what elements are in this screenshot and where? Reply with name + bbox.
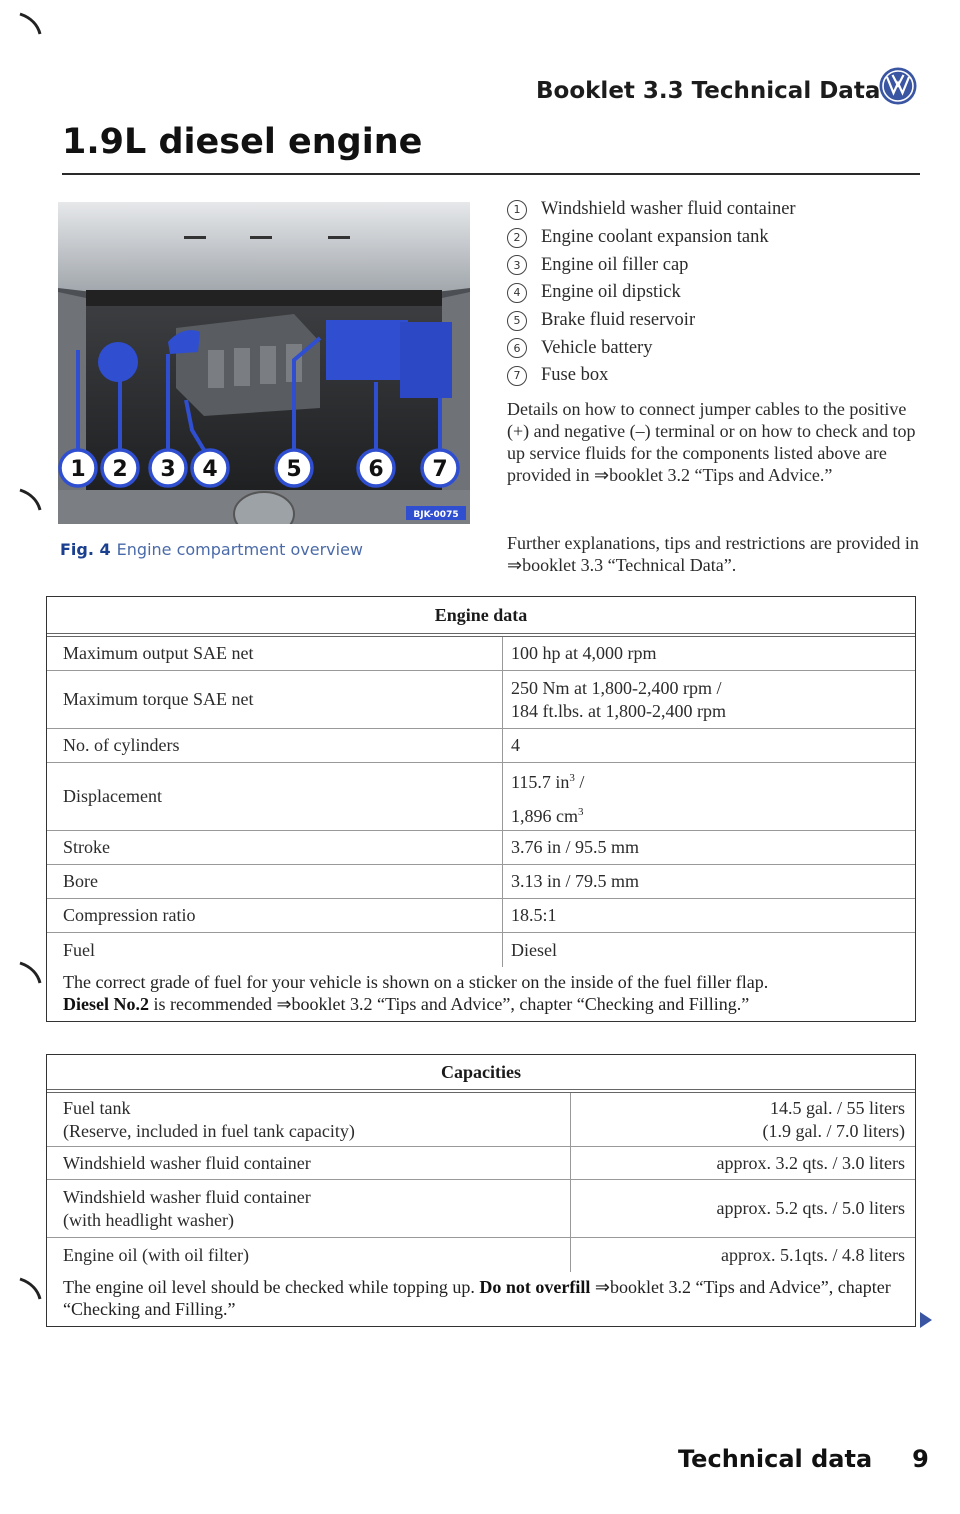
row-value: 3.13 in / 79.5 mm — [511, 871, 640, 891]
continue-arrow-icon — [920, 1312, 932, 1328]
row-value: 100 hp at 4,000 rpm — [511, 643, 657, 663]
callout-7: 7 — [432, 457, 448, 482]
figure-label: Fig. 4 — [60, 540, 111, 559]
row-label: Maximum output SAE net — [47, 637, 503, 670]
legend-text: Vehicle battery — [541, 337, 653, 358]
footer-section: Technical data — [678, 1445, 873, 1473]
legend-text: Engine oil dipstick — [541, 282, 681, 303]
legend-text: Windshield washer fluid container — [541, 199, 796, 220]
figure-code: BJK-0075 — [413, 510, 459, 520]
title-rule — [62, 173, 920, 175]
legend-item — [507, 279, 919, 307]
legend-text: Brake fluid reservoir — [541, 310, 696, 331]
row-label: Fuel tank (Reserve, included in fuel tank capacity) — [47, 1093, 571, 1146]
legend-text: Engine oil filler cap — [541, 254, 689, 275]
row-value: 14.5 gal. / 55 liters (1.9 gal. / 7.0 liters) — [762, 1097, 905, 1141]
engine-data-title: Engine data — [47, 597, 915, 637]
page-number: 9 — [912, 1445, 929, 1473]
row-label: Bore — [47, 865, 503, 898]
booklet-header: Booklet 3.3 Technical Data — [536, 78, 881, 104]
table-row — [47, 763, 915, 831]
figure-caption-text: Engine compartment overview — [116, 540, 364, 559]
jumper-cable-note[interactable]: Details on how to connect jumper cables to the positive (+) and negative (–) terminal or on how to check and top up service fluids for the components listed above are provided in ⇒booklet 3.2 “Tips and Advice.” — [507, 399, 916, 485]
legend-number: 7 — [507, 366, 527, 386]
row-value: 115.7 $in^3$ / 1,896 $cm^3$ — [511, 771, 585, 826]
row-value: approx. 5.1qts. / 4.8 liters — [721, 1244, 905, 1265]
figure-caption — [60, 540, 363, 559]
table-row — [47, 729, 915, 763]
legend-number: 4 — [507, 283, 527, 303]
engine-compartment-photo — [58, 202, 470, 524]
row-label: Windshield washer fluid container (with headlight washer) — [47, 1180, 571, 1237]
page-title: 1.9L diesel engine — [62, 122, 423, 162]
table-row — [47, 671, 915, 729]
row-value: Diesel — [511, 939, 557, 960]
legend-item — [507, 362, 919, 390]
table-row — [47, 1238, 915, 1272]
row-label: Engine oil (with oil filter) — [47, 1238, 571, 1272]
fuel-grade-note[interactable]: The correct grade of fuel for your vehicle is shown on a sticker on the inside of the fuel filler flap. Diesel No.2 is recommended ⇒booklet 3.2 “Tips and Advice”, chapter “Checking and Filling.” — [63, 972, 769, 1014]
page-footer — [678, 1445, 929, 1473]
callout-1: 1 — [70, 457, 86, 482]
component-legend — [507, 196, 919, 390]
capacities-table — [46, 1054, 916, 1327]
row-label: Displacement — [47, 763, 503, 830]
table-row — [47, 933, 915, 967]
vw-logo-icon — [878, 66, 918, 106]
legend-item — [507, 307, 919, 335]
table-row — [47, 1147, 915, 1180]
row-label: No. of cylinders — [47, 729, 503, 762]
capacities-title: Capacities — [47, 1055, 915, 1093]
callout-2: 2 — [112, 457, 128, 482]
legend-number: 5 — [507, 311, 527, 331]
engine-data-table — [46, 596, 916, 1022]
table-row — [47, 1180, 915, 1238]
row-label: Fuel — [47, 933, 503, 967]
legend-number: 6 — [507, 338, 527, 358]
table-row — [47, 865, 915, 899]
table-row — [47, 831, 915, 865]
row-label: Stroke — [47, 831, 503, 864]
legend-item — [507, 334, 919, 362]
further-info-note[interactable]: Further explanations, tips and restrictions are provided in ⇒booklet 3.3 “Technical Data”. — [507, 533, 919, 575]
oil-level-note[interactable]: The engine oil level should be checked while topping up. Do not overfill ⇒booklet 3.2 “Tips and Advice”, chapter “Checking and Filling.” — [63, 1277, 891, 1319]
legend-item — [507, 196, 919, 224]
callout-6: 6 — [368, 457, 384, 482]
row-value: approx. 5.2 qts. / 5.0 liters — [716, 1198, 905, 1218]
row-label: Compression ratio — [47, 899, 503, 932]
legend-number: 3 — [507, 255, 527, 275]
table-row — [47, 899, 915, 933]
table-row — [47, 1093, 915, 1147]
legend-number: 2 — [507, 228, 527, 248]
row-value: approx. 3.2 qts. / 3.0 liters — [716, 1152, 905, 1173]
table-row — [47, 637, 915, 671]
legend-item — [507, 224, 919, 252]
row-value: 18.5:1 — [511, 905, 557, 925]
callout-3: 3 — [160, 457, 176, 482]
callout-5: 5 — [286, 457, 302, 482]
legend-text: Fuse box — [541, 365, 609, 386]
legend-number: 1 — [507, 200, 527, 220]
row-value: 3.76 in / 95.5 mm — [511, 837, 640, 857]
row-value: 4 — [511, 735, 520, 755]
row-label: Maximum torque SAE net — [47, 671, 503, 728]
row-value: 250 Nm at 1,800-2,400 rpm / 184 ft.lbs. at 1,800-2,400 rpm — [511, 677, 726, 721]
callout-4: 4 — [202, 457, 218, 482]
legend-item — [507, 251, 919, 279]
legend-text: Engine coolant expansion tank — [541, 227, 769, 248]
row-label: Windshield washer fluid container — [47, 1147, 571, 1179]
